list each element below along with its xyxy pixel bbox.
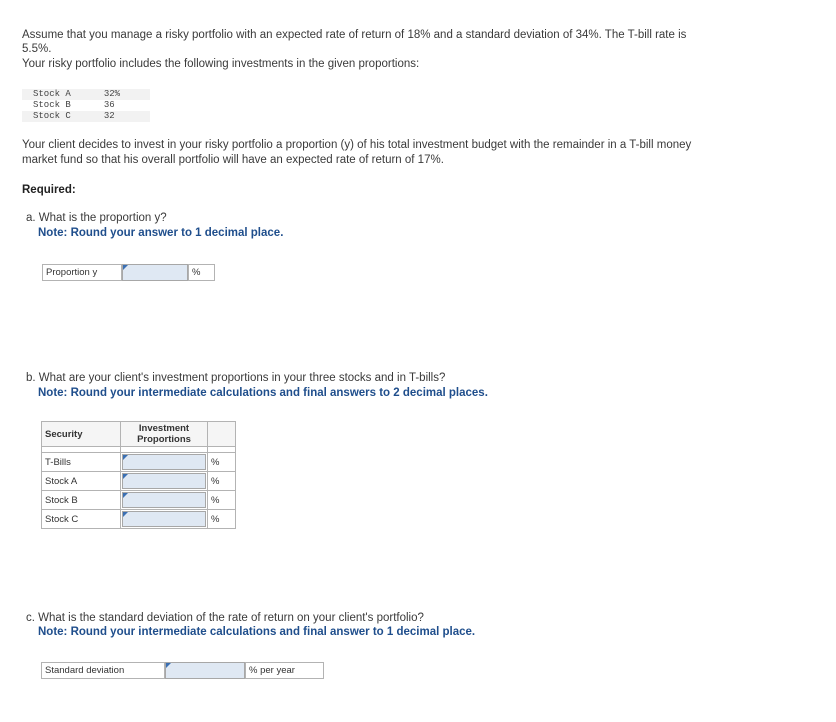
proportion-y-row: [42, 264, 215, 281]
security-cell-stock-b: Stock B: [42, 491, 121, 510]
proportions-column-header: [121, 422, 208, 447]
proportion-y-unit: %: [188, 264, 215, 281]
part-b-question: b. What are your client's investment proportions in your three stocks and in T-bills?: [26, 372, 446, 384]
table-row: [42, 491, 236, 510]
stock-b-proportion-input[interactable]: [122, 492, 206, 508]
stock-c-input-cell: [121, 510, 208, 529]
part-b-note: Note: Round your intermediate calculations and final answers to 2 decimal places.: [38, 387, 488, 399]
required-heading: Required:: [22, 184, 76, 196]
std-dev-input[interactable]: [165, 662, 245, 679]
tbills-proportion-input[interactable]: [122, 454, 206, 470]
stock-c-unit: %: [208, 510, 236, 529]
table-row: [42, 472, 236, 491]
security-cell-tbills: T-Bills: [42, 453, 121, 472]
stock-c-proportion-input[interactable]: [122, 511, 206, 527]
proportions-header-line-2: Proportions: [137, 434, 191, 445]
stock-a-input-cell: [121, 472, 208, 491]
client-line-1: Your client decides to invest in your risky portfolio a proportion (y) of his total investment budget with the remainder in a T-bill money: [22, 139, 692, 151]
intro-line-2: 5.5%.: [22, 43, 52, 55]
stock-row: [22, 89, 150, 100]
stock-weight: 32: [104, 111, 150, 122]
stock-row: [22, 111, 150, 122]
stock-b-unit: %: [208, 491, 236, 510]
table-row: [42, 453, 236, 472]
std-dev-label: Standard deviation: [41, 662, 165, 679]
part-a-note: Note: Round your answer to 1 decimal place.: [38, 227, 284, 239]
unit-column-header: [208, 422, 236, 447]
stock-a-unit: %: [208, 472, 236, 491]
proportions-header-line-1: Investment: [138, 423, 190, 434]
investment-proportions-table: [41, 421, 236, 529]
proportion-y-input[interactable]: [122, 264, 188, 281]
stock-weight: 36: [103, 100, 115, 110]
std-dev-unit: % per year: [245, 662, 324, 679]
stock-weight: 32%: [104, 89, 150, 100]
stock-b-input-cell: [121, 491, 208, 510]
security-column-header: Security: [42, 422, 121, 447]
stock-name: Stock B: [33, 100, 71, 110]
part-c-note: Note: Round your intermediate calculations and final answer to 1 decimal place.: [38, 626, 476, 638]
table-row: [42, 510, 236, 529]
stock-name: Stock C: [22, 111, 104, 122]
intro-line-1: Assume that you manage a risky portfolio with an expected rate of return of 18% and a standard deviation of 34%. The T-bill rate is: [22, 29, 687, 41]
client-line-2: market fund so that his overall portfolio will have an expected rate of return of 17%.: [22, 154, 444, 166]
intro-line-3: Your risky portfolio includes the following investments in the given proportions:: [22, 58, 420, 70]
tbills-unit: %: [208, 453, 236, 472]
stock-weights-table: [22, 89, 150, 122]
part-a-question: a. What is the proportion y?: [26, 212, 167, 224]
stock-a-proportion-input[interactable]: [122, 473, 206, 489]
security-cell-stock-c: Stock C: [42, 510, 121, 529]
security-cell-stock-a: Stock A: [42, 472, 121, 491]
tbills-input-cell: [121, 453, 208, 472]
std-dev-row: [41, 662, 324, 679]
table-header-row: [42, 422, 236, 447]
proportion-y-label: Proportion y: [42, 264, 122, 281]
stock-name: Stock A: [22, 89, 104, 100]
part-c-question: c. What is the standard deviation of the rate of return on your client's portfolio?: [26, 612, 424, 624]
stock-row: [22, 100, 150, 111]
